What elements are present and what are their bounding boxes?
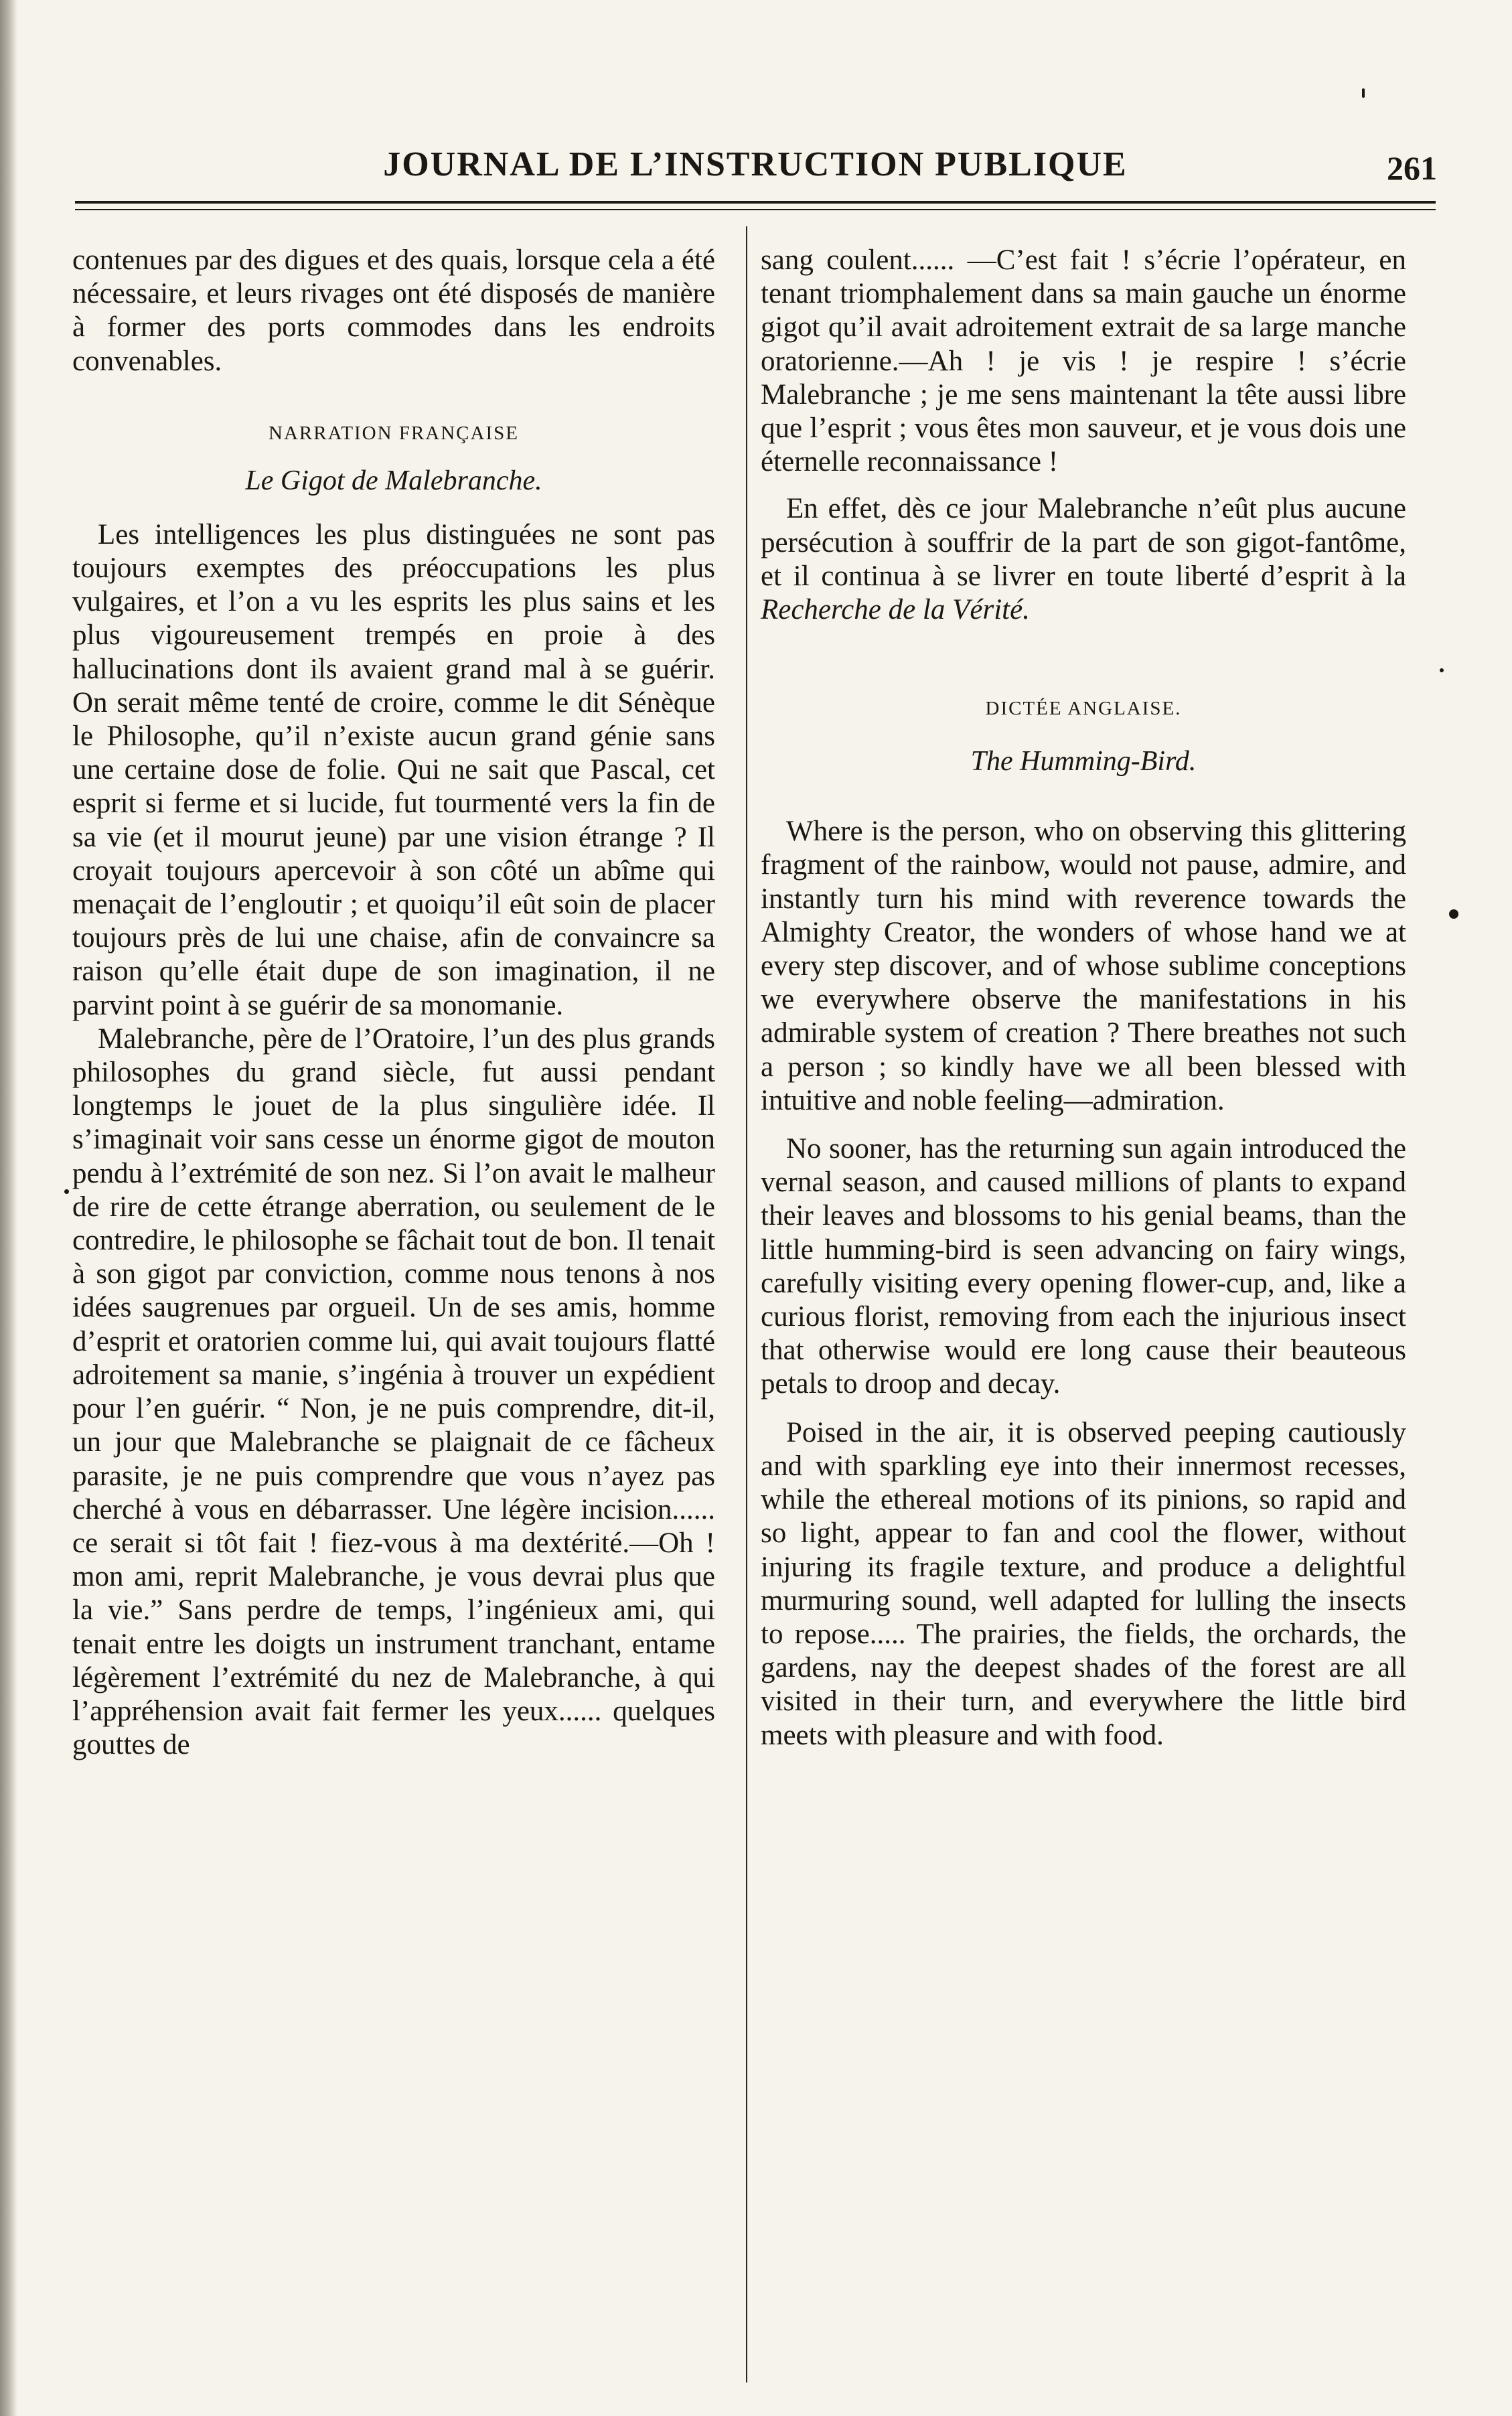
paragraph: Where is the person, who on observing this glittering fragment of the rainbow, would not pause, admire, and instantly turn his mind with reverence towards the Almighty Creator, the wonders of whose hand we at every step discover, and of whose sublime conceptions we everywhere observe the manifestations in his admirable system of creation ? There breathes not such a person ; so kindly have we all been blessed with intuitive and noble feeling—admiration.: [761, 816, 1406, 1116]
journal-title: JOURNAL DE L’INSTRUCTION PUBLIQUE: [383, 145, 1128, 183]
ink-speck: [1362, 88, 1365, 98]
paragraph-text: En effet, dès ce jour Malebranche n’eût plus aucune persécution à souffrir de la part de son gigot-fantôme, et il continua à se livrer en toute liberté d’esprit à la: [761, 493, 1406, 592]
page-edge-shadow: [0, 0, 17, 2416]
left-column: [72, 244, 715, 1762]
paragraph: Malebranche, père de l’Oratoire, l’un des plus grands philosophes du grand siècle, fut aussi pendant longtemps le jouet de la plus singulière idée. Il s’imaginait voir sans cesse un énorme gigot de mouton pendu à l’extrémité de son nez. Si l’on avait le malheur de rire de cette étrange aberration, ou seulement de le contredire, le philosophe se fâchait tout de bon. Il tenait à son gigot par conviction, comme nous tenons à nos idées saugrenues par orgueil. Un de ses amis, homme d’esprit et oratorien comme lui, qui avait toujours flatté adroitement sa manie, s’ingénia à trouver un expédient pour l’en guérir. “ Non, je ne puis comprendre, dit-il, un jour que Malebranche se plaignait de ce fâcheux parasite, je ne puis comprendre que vous n’ayez pas cherché à vous en débarrasser. Une légère incision...... ce serait si tôt fait ! fiez-vous à ma dextérité.—Oh ! mon ami, reprit Malebranche, je vous devrai plus que la vie.” Sans perdre de temps, l’ingénieux ami, qui tenait entre les doigts un instrument tranchant, entame légèrement l’extrémité du nez de Malebranche, à qui l’appréhension avait fait fermer les yeux...... quelques gouttes de: [72, 1023, 715, 1761]
paragraph: Poised in the air, it is observed peeping cautiously and with sparkling eye into their innermost recesses, while the ethereal motions of its pinions, so rapid and so light, appear to fan and cool the flower, without injuring its fragile texture, and produce a delightful murmuring sound, well adapted for lulling the insects to repose..... The prairies, the fields, the orchards, the gardens, nay the deepest shades of the forest are all visited in their turn, and everywhere the little bird meets with pleasure and with food.: [761, 1416, 1406, 1751]
section-heading-narration: NARRATION FRANÇAISE: [269, 422, 519, 444]
paragraph: Les intelligences les plus distinguées ne sont pas toujours exemptes des préoccupations les plus vulgaires, et l’on a vu les esprits les plus sains et les plus vigoureusement trempés en proie à des hallucinations dont ils avaient grand mal à se guérir. On serait même tenté de croire, comme le dit Sénèque le Philosophe, qu’il n’existe aucun grand génie sans une certaine dose de folie. Qui ne sait que Pascal, cet esprit si ferme et si lucide, fut tourmenté vers la fin de sa vie (et il mourut jeune) par une vision étrange ? Il croyait toujours apercevoir à son côté un abîme qui menaçait de l’engloutir ; et quoiqu’il eût soin de placer toujours près de lui une chaise, afin de convaincre sa raison qu’elle était dupe de son imagination, il ne parvint point à se guérir de sa monomanie.: [72, 518, 715, 1021]
paragraph: No sooner, has the returning sun again introduced the vernal season, and caused millions of plants to expand their leaves and blossoms to his genial beams, than the little humming-bird is seen advancing on fairy wings, carefully visiting every opening flower-cup, and, like a curious florist, removing from each the injurious insect that otherwise would ere long cause their beauteous petals to droop and decay.: [761, 1133, 1406, 1400]
right-column: [761, 244, 1406, 1752]
ink-speck: [1449, 909, 1458, 919]
header-rule-thick: [75, 201, 1436, 204]
book-title: Recherche de la Vérité.: [761, 594, 1030, 626]
ink-speck: [1440, 668, 1444, 672]
story-title-gigot: Le Gigot de Malebranche.: [245, 465, 542, 496]
story-title-humming-bird: The Humming-Bird.: [970, 746, 1197, 777]
continued-paragraph: sang coulent...... —C’est fait ! s’écrie l’opérateur, en tenant triomphalement dans sa main gauche un énorme gigot qu’il avait adroitement extrait de sa large manche oratorienne.—Ah ! je vis ! je respire ! s’écrie Malebranche ; je me sens maintenant la tête aussi libre que l’esprit ; vous êtes mon sauveur, et je vous dois une éternelle reconnaissance !: [761, 244, 1406, 478]
header-rule-thin: [75, 209, 1436, 210]
paragraph: [761, 492, 1406, 627]
continued-paragraph: contenues par des digues et des quais, lorsque cela a été nécessaire, et leurs rivages ont été disposés de manière à former des ports commodes dans les endroits convenables.: [72, 244, 715, 377]
running-header: [75, 131, 1436, 198]
ink-speck: [64, 1189, 69, 1194]
page-number: 261: [1387, 149, 1437, 187]
section-heading-dictee: DICTÉE ANGLAISE.: [985, 698, 1182, 720]
column-divider: [746, 226, 747, 2383]
